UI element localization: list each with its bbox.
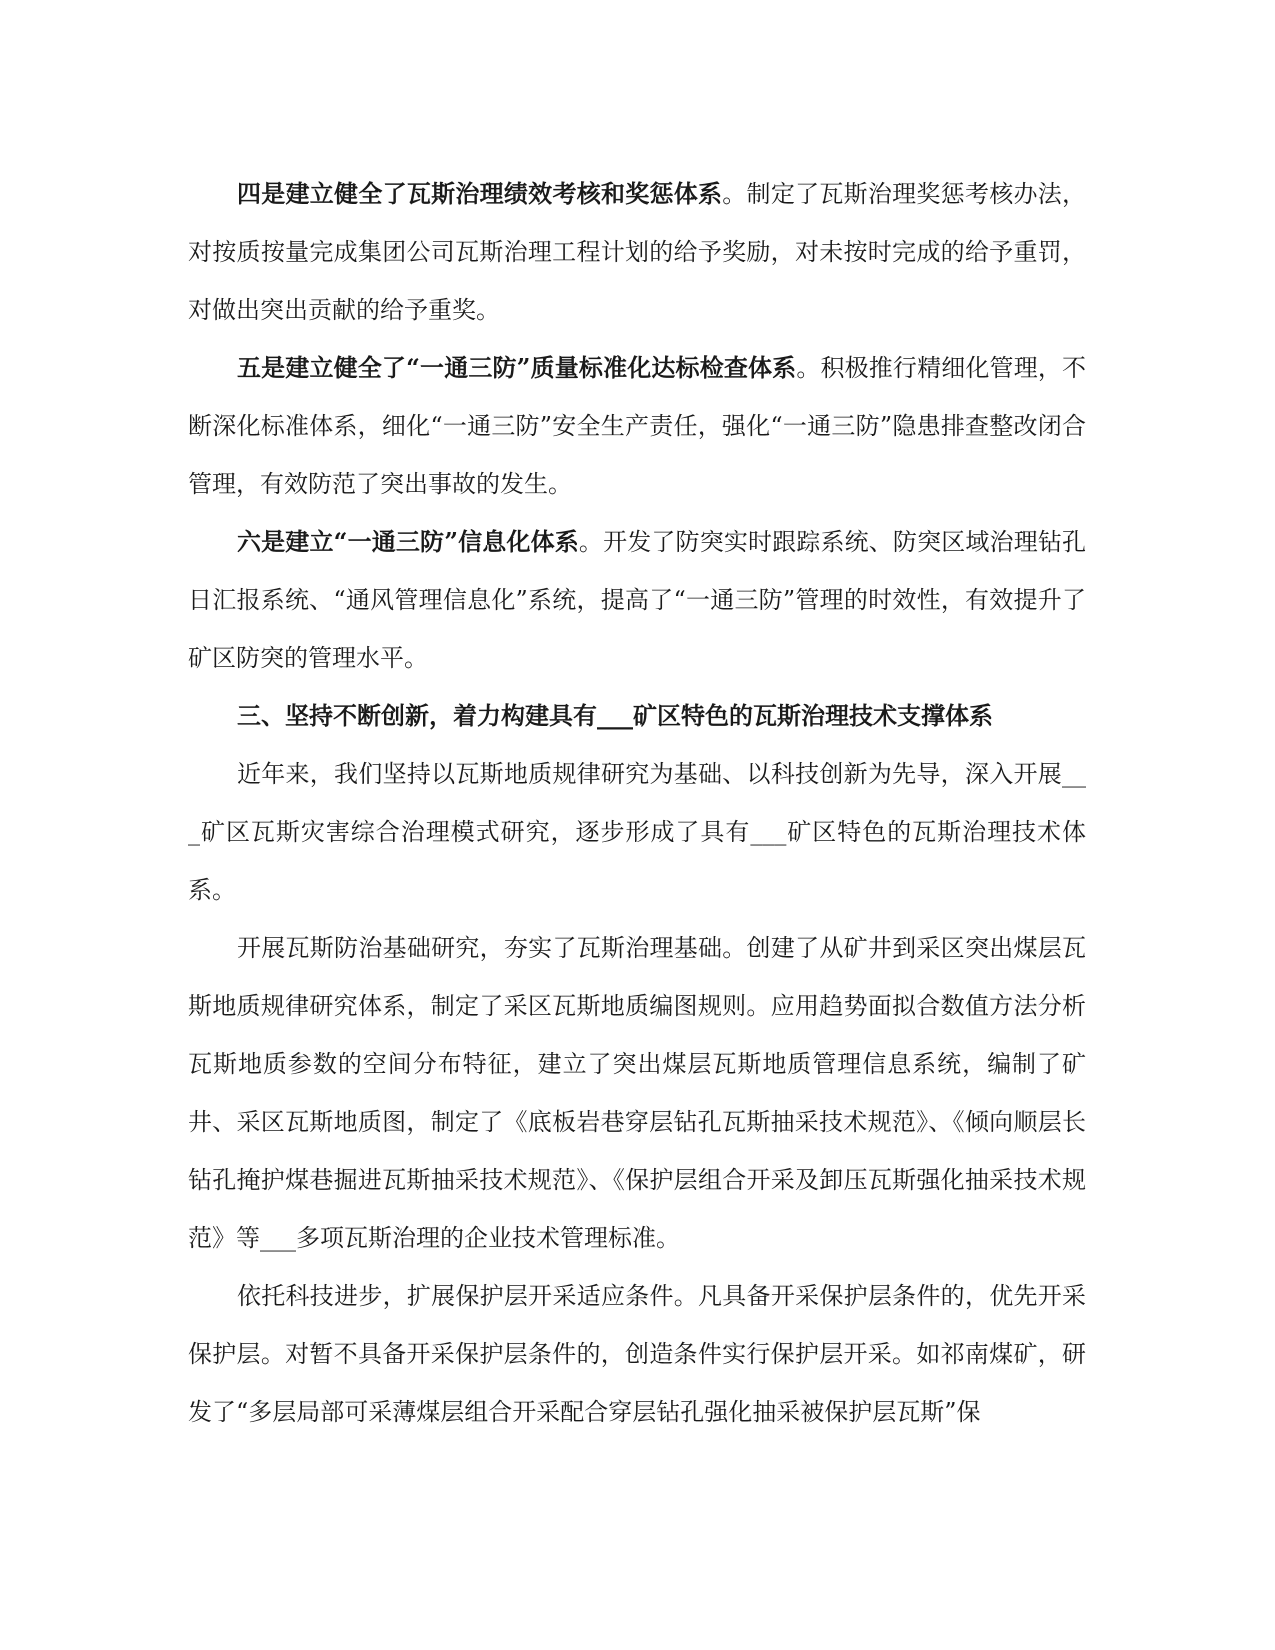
paragraph-text: 。制定了瓦斯治理奖惩考核办法，对按质按量完成集团公司瓦斯治理工程计划的给予奖励，对未按时完成的给予重罚，对做出突出贡献的给予重奖。 bbox=[188, 180, 1087, 324]
paragraph-protective-layer bbox=[188, 1267, 1086, 1441]
paragraph-performance-assessment bbox=[188, 165, 1086, 339]
paragraph-text: 。开发了防突实时跟踪系统、防突区域治理钻孔日汇报系统、“通风管理信息化”系统，提高了“一通三防”管理的时效性，有效提升了矿区防突的管理水平。 bbox=[188, 528, 1087, 672]
section-heading-innovation bbox=[188, 687, 1086, 745]
paragraph-recent-years bbox=[188, 745, 1086, 919]
paragraph-heading: 四是建立健全了瓦斯治理绩效考核和奖惩体系 bbox=[237, 179, 723, 208]
section-heading: 三、坚持不断创新，着力构建具有___矿区特色的瓦斯治理技术支撑体系 bbox=[237, 701, 993, 730]
paragraph-text: 开展瓦斯防治基础研究，夯实了瓦斯治理基础。创建了从矿井到采区突出煤层瓦斯地质规律研究体系，制定了采区瓦斯地质编图规则。应用趋势面拟合数值方法分析瓦斯地质参数的空间分布特征，建立了突出煤层瓦斯地质管理信息系统，编制了矿井、采区瓦斯地质图，制定了《底板岩巷穿层钻孔瓦斯抽采技术规范》、《倾向顺层长钻孔掩护煤巷掘进瓦斯抽采技术规范》、《保护层组合开采及卸压瓦斯强化抽采技术规范》等___多项瓦斯治理的企业技术管理标准。 bbox=[188, 934, 1086, 1252]
paragraph-text: 近年来，我们坚持以瓦斯地质规律研究为基础、以科技创新为先导，深入开展___矿区瓦斯灾害综合治理模式研究，逐步形成了具有___矿区特色的瓦斯治理技术体系。 bbox=[188, 760, 1086, 904]
paragraph-informatization bbox=[188, 513, 1086, 687]
paragraph-text: 。积极推行精细化管理，不断深化标准体系，细化“一通三防”安全生产责任，强化“一通三防”隐患排查整改闭合管理，有效防范了突出事故的发生。 bbox=[188, 354, 1087, 498]
paragraph-basic-research bbox=[188, 919, 1086, 1267]
paragraph-heading: 六是建立“一通三防”信息化体系 bbox=[237, 527, 579, 556]
paragraph-quality-standard bbox=[188, 339, 1086, 513]
paragraph-text: 依托科技进步，扩展保护层开采适应条件。凡具备开采保护层条件的，优先开采保护层。对暂不具备开采保护层条件的，创造条件实行保护层开采。如祁南煤矿，研发了“多层局部可采薄煤层组合开采配合穿层钻孔强化抽采被保护层瓦斯”保 bbox=[188, 1282, 1086, 1426]
document-body bbox=[188, 165, 1086, 1441]
paragraph-heading: 五是建立健全了“一通三防”质量标准化达标检查体系 bbox=[237, 353, 797, 382]
